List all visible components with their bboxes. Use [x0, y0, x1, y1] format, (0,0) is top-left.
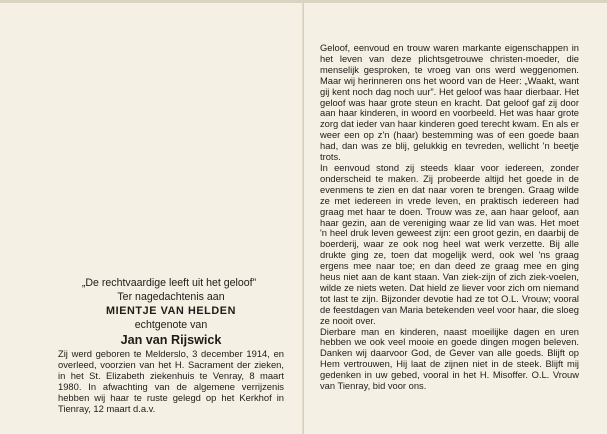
deceased-name: MIENTJE VAN HELDEN [106, 305, 236, 317]
card-fold-line [302, 0, 304, 434]
left-panel [58, 276, 284, 348]
memorial-line: Ter nagedachtenis aan [117, 291, 225, 303]
paragraph-1: Geloof, eenvoud en trouw waren markante eigenschappen in het leven van deze plichtsgetrouwe christen-moeder, die menselijk gesproken, te vroeg van ons werd weggenomen. Maar wij herinneren ons het woord van de Heer: „Waakt, want gij kent noch dag noch uur”. Het geloof was haar dierbaar. Het geloof was haar grote steun en kracht. Dat geloof gaf zij door aan haar kinderen, in woord en voorbeeld. Het was haar grote zorg dat ieder van haar kinderen goed terecht kwam. En als er weer een op z'n (haar) bestemming was of een goede baan had, dan was ze blij, gelukkig en tevreden, wellicht 'n beetje trots. [320, 43, 579, 163]
paragraph-3: Dierbare man en kinderen, naast moeilijke dagen en uren hebben we ook veel mooie en goede dingen mogen beleven. Danken wij daarvoor God, de Gever van alle goeds. Blijft op Hem vertrouwen, Hij laat de zijnen niet in de steek. Blijft mij gedenken in uw gebed, vooral in het H. Misoffer. O.L. Vrouw van Tienray, bid voor ons. [320, 326, 579, 392]
bible-quote: „De rechtvaardige leeft uit het geloof” [81, 277, 257, 289]
paragraph-2: In eenvoud stond zij steeds klaar voor iedereen, zonder onderscheid te maken. Zij probeerde altijd het goede in de evenmens te zien en dat naar voren te brengen. Graag wilde ze met iedereen in vrede leven, en praktisch iedereen had graag met haar te doen. Trouw was ze, aan haar geloof, aan haar gezin, aan de vereniging waar ze lid van was. Het moet 'n heel druk leven geweest zijn: een groot gezin, en daarbij de boerderij, waar ze ook nog heel wat werk verzette. Bij alle drukte ging ze, toen dat mogelijk werd, ook wel 'ns graag ergens mee naar toe; en dan deed ze graag mee en ging heus niet aan de kant staan. Van ziek-zijn of zich ziek-voelen, wilde ze niets weten. Dat hield ze liever voor zich om niemand tot last te zijn. Bijzonder devotie had ze tot O.L. Vrouw; vooral de feestdagen van Maria betekenden veel voor haar, die sloeg ze nooit over. [320, 162, 579, 326]
biography-text: Zij werd geboren te Melderslo, 3 december 1914, en overleed, voorzien van het H. Sacrament der zieken, in het St. Elizabeth ziekenhuis te Venray, 8 maart 1980. In afwachting van de algemene verrijzenis hebben wij haar te ruste gelegd op het Kerkhof in Tienray, 12 maart d.a.v. [58, 348, 284, 414]
right-panel [320, 43, 579, 392]
spouse-label: echtgenote van [134, 319, 208, 331]
spouse-name: Jan van Rijswick [120, 333, 222, 347]
